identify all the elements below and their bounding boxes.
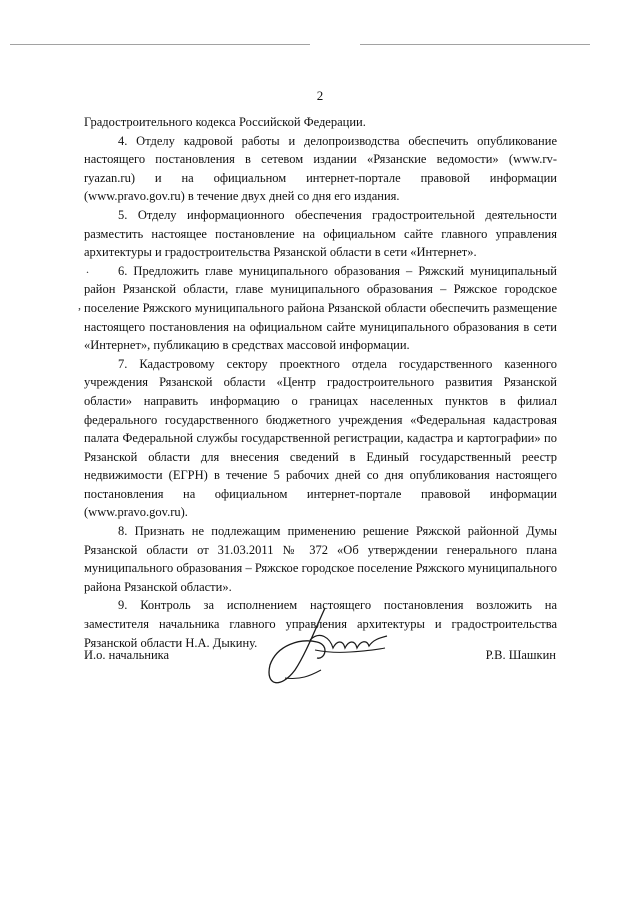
paragraph-item-9: 9. Контроль за исполнением настоящего постановления возложить на заместителя начальника главного управления архитектуры и градостроительства Рязанской области Н.А. Дыкину. — [84, 598, 557, 650]
page-number: 2 — [316, 88, 324, 103]
paragraph-item-6: 6. Предложить главе муниципального образования – Ряжский муниципальный район Рязанской области, главе муниципального образования – Ряжское городское поселение Ряжского муниципального района Рязанской области обеспечить размещение настоящего постановления на официальном сайте муниципального образования в сети «Интернет», публикацию в средствах массовой информации. — [84, 263, 557, 353]
handwritten-signature — [255, 600, 395, 700]
paragraph-item-7: 7. Кадастровому сектору проектного отдела государственного казенного учреждения Рязанской области «Центр градостроительного развития Рязанской области» направить информацию о границах населенных пунктов в филиал федерального государственного бюджетного учреждения «Федеральная кадастровая палата Федеральной службы государственной регистрации, кадастра и картографии» по Рязанской области для внесения сведений в Единый государственный реестр недвижимости (ЕГРН) в течение 5 рабочих дней со дня опубликования настоящего постановления на официальном интернет-портале правовой информации (www.pravo.gov.ru). — [84, 356, 557, 520]
paragraph-item-4: 4. Отделу кадровой работы и делопроизводства обеспечить опубликование настоящего постановления в сетевом издании «Рязанские ведомости» (www.rv-ryazan.ru) и на официальном интернет-портале правовой информации (www.pravo.gov.ru) в течение двух дней со дня его издания. — [84, 133, 557, 204]
paragraph-continuation: Градостроительного кодекса Российской Федерации. — [84, 115, 366, 129]
scan-edge-line-left — [10, 44, 310, 45]
document-body — [84, 113, 557, 652]
scan-edge-line-right — [360, 44, 590, 45]
paragraph-item-8: 8. Признать не подлежащим применению решение Ряжской районной Думы Рязанской области от 31.03.2011 № 372 «Об утверждении генерального плана муниципального образования – Ряжское городское поселение Ряжского муниципального района Рязанской области». — [84, 524, 557, 594]
signatory-title: И.о. начальника — [84, 648, 170, 662]
scan-speck: , — [78, 298, 81, 312]
signatory-name: Р.В. Шашкин — [485, 648, 556, 662]
scan-speck: . — [86, 262, 89, 276]
paragraph-item-5: 5. Отделу информационного обеспечения градостроительной деятельности разместить настоящее постановление на официальном сайте главного управления архитектуры и градостроительства Рязанской области в сети «Интернет». — [84, 207, 557, 260]
